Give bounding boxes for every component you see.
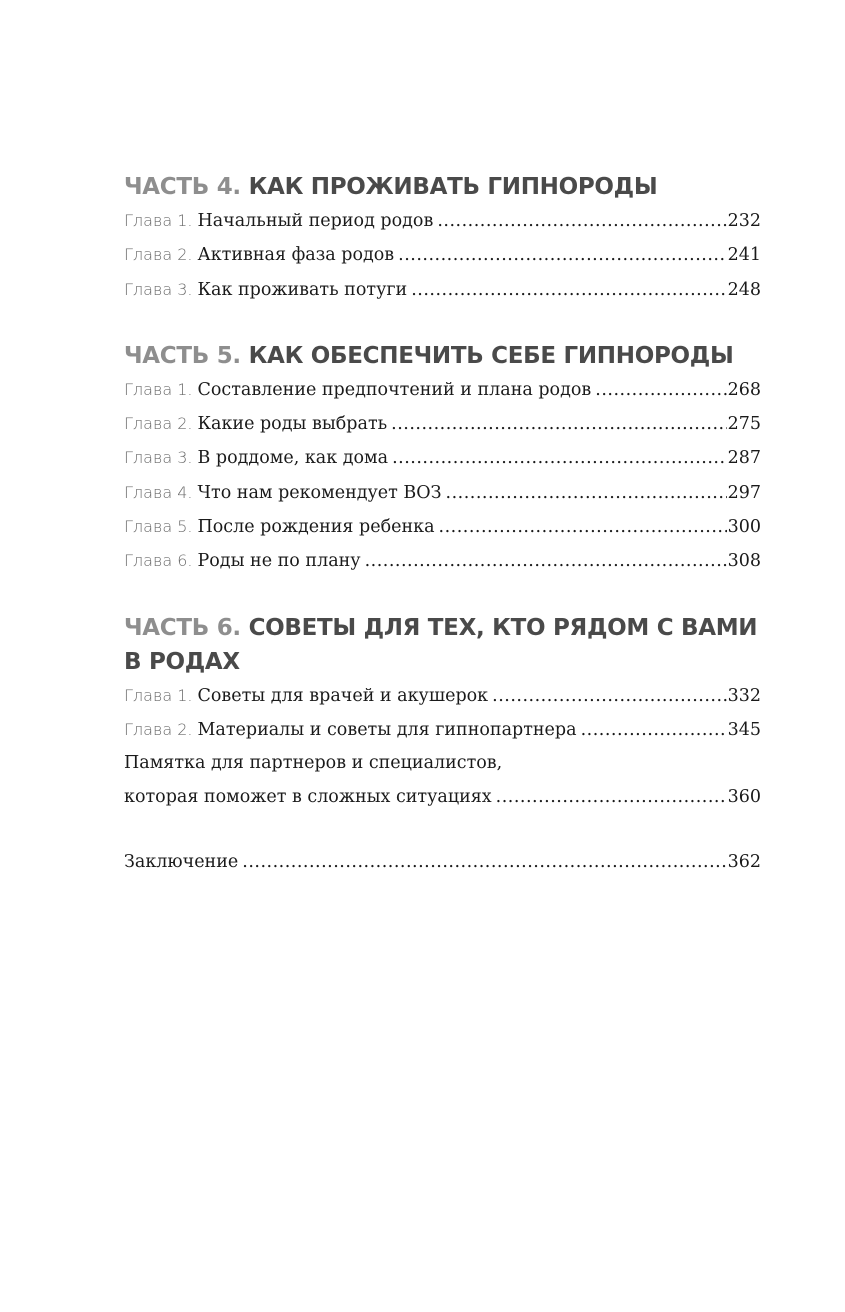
toc-entry[interactable] xyxy=(124,204,761,238)
dot-leader xyxy=(242,846,726,879)
chapter-label: Глава 2. xyxy=(124,245,193,265)
toc-entry[interactable] xyxy=(124,510,761,544)
page-number: 345 xyxy=(727,719,761,740)
chapter-label: Глава 2. xyxy=(124,414,193,434)
chapter-title: Начальный период родов xyxy=(197,211,434,231)
chapter-label: Глава 3. xyxy=(124,448,193,468)
dot-leader xyxy=(496,781,727,814)
part-5-heading xyxy=(124,339,761,373)
part-title-line-2: В РОДАХ xyxy=(124,648,240,675)
page-number: 275 xyxy=(727,414,761,435)
page-number: 300 xyxy=(727,517,761,538)
page-number: 248 xyxy=(727,279,761,300)
part-number: ЧАСТЬ 5. xyxy=(124,342,241,369)
chapter-title: Какие роды выбрать xyxy=(197,414,388,435)
toc-entry-memo[interactable] xyxy=(124,781,761,814)
chapter-title: Материалы и советы для гипнопартнера xyxy=(197,719,577,740)
toc-entry[interactable] xyxy=(124,679,761,713)
dot-leader xyxy=(581,714,727,747)
memo-title-line-2: которая поможет в сложных ситуациях xyxy=(124,786,492,807)
dot-leader xyxy=(391,408,726,441)
page-number: 332 xyxy=(727,685,761,706)
dot-leader xyxy=(437,205,726,238)
toc-entry[interactable] xyxy=(124,407,761,441)
chapter-title: Советы для врачей и акушерок xyxy=(197,685,489,706)
chapter-label: Глава 4. xyxy=(124,482,193,502)
table-of-contents xyxy=(124,170,761,879)
part-5-section xyxy=(124,339,761,579)
chapter-title: Роды не по плану xyxy=(197,551,361,572)
part-4-section xyxy=(124,170,761,307)
page-number: 297 xyxy=(727,482,761,503)
toc-entry[interactable] xyxy=(124,544,761,578)
dot-leader xyxy=(446,477,727,510)
page-number: 362 xyxy=(727,851,761,872)
dot-leader xyxy=(398,239,726,272)
page-number: 241 xyxy=(727,245,761,266)
dot-leader xyxy=(439,511,727,544)
part-title: КАК ПРОЖИВАТЬ ГИПНОРОДЫ xyxy=(248,174,658,200)
chapter-label: Глава 2. xyxy=(124,719,193,739)
dot-leader xyxy=(392,442,727,475)
toc-entry[interactable] xyxy=(124,273,761,307)
toc-entry[interactable] xyxy=(124,441,761,475)
chapter-title: После рождения ребенка xyxy=(197,517,435,538)
toc-entry[interactable] xyxy=(124,476,761,510)
page-number: 287 xyxy=(727,448,761,469)
chapter-label: Глава 3. xyxy=(124,279,193,299)
toc-entry-conclusion[interactable] xyxy=(124,846,761,879)
toc-entry[interactable] xyxy=(124,373,761,407)
toc-entry[interactable] xyxy=(124,713,761,747)
memo-title-line-1[interactable]: Памятка для партнеров и специалистов, xyxy=(124,753,503,774)
dot-leader xyxy=(411,274,726,307)
chapter-title: Что нам рекомендует ВОЗ xyxy=(197,482,442,503)
part-number: ЧАСТЬ 6. xyxy=(124,614,241,641)
part-6-heading xyxy=(124,611,761,679)
dot-leader xyxy=(492,680,726,713)
dot-leader xyxy=(595,374,726,407)
chapter-label: Глава 1. xyxy=(124,685,193,705)
chapter-label: Глава 5. xyxy=(124,517,193,537)
chapter-label: Глава 6. xyxy=(124,551,193,571)
dot-leader xyxy=(365,545,727,578)
page-number: 308 xyxy=(727,551,761,572)
conclusion-title: Заключение xyxy=(124,851,239,872)
part-title: КАК ОБЕСПЕЧИТЬ СЕБЕ ГИПНОРОДЫ xyxy=(248,342,734,369)
page-number: 232 xyxy=(727,211,761,231)
part-title-line-1: СОВЕТЫ ДЛЯ ТЕХ, КТО РЯДОМ С ВАМИ xyxy=(248,614,758,641)
part-number: ЧАСТЬ 4. xyxy=(124,174,241,200)
chapter-label: Глава 1. xyxy=(124,211,193,230)
chapter-title: Составление предпочтений и плана родов xyxy=(197,379,592,400)
part-4-heading xyxy=(124,170,761,204)
chapter-title: Как проживать потуги xyxy=(197,279,408,300)
toc-entry[interactable] xyxy=(124,238,761,272)
chapter-label: Глава 1. xyxy=(124,379,193,399)
chapter-title: В роддоме, как дома xyxy=(197,448,389,469)
page-number: 268 xyxy=(727,379,761,400)
page-number: 360 xyxy=(727,786,761,807)
chapter-title: Активная фаза родов xyxy=(197,245,395,266)
part-6-section xyxy=(124,611,761,814)
